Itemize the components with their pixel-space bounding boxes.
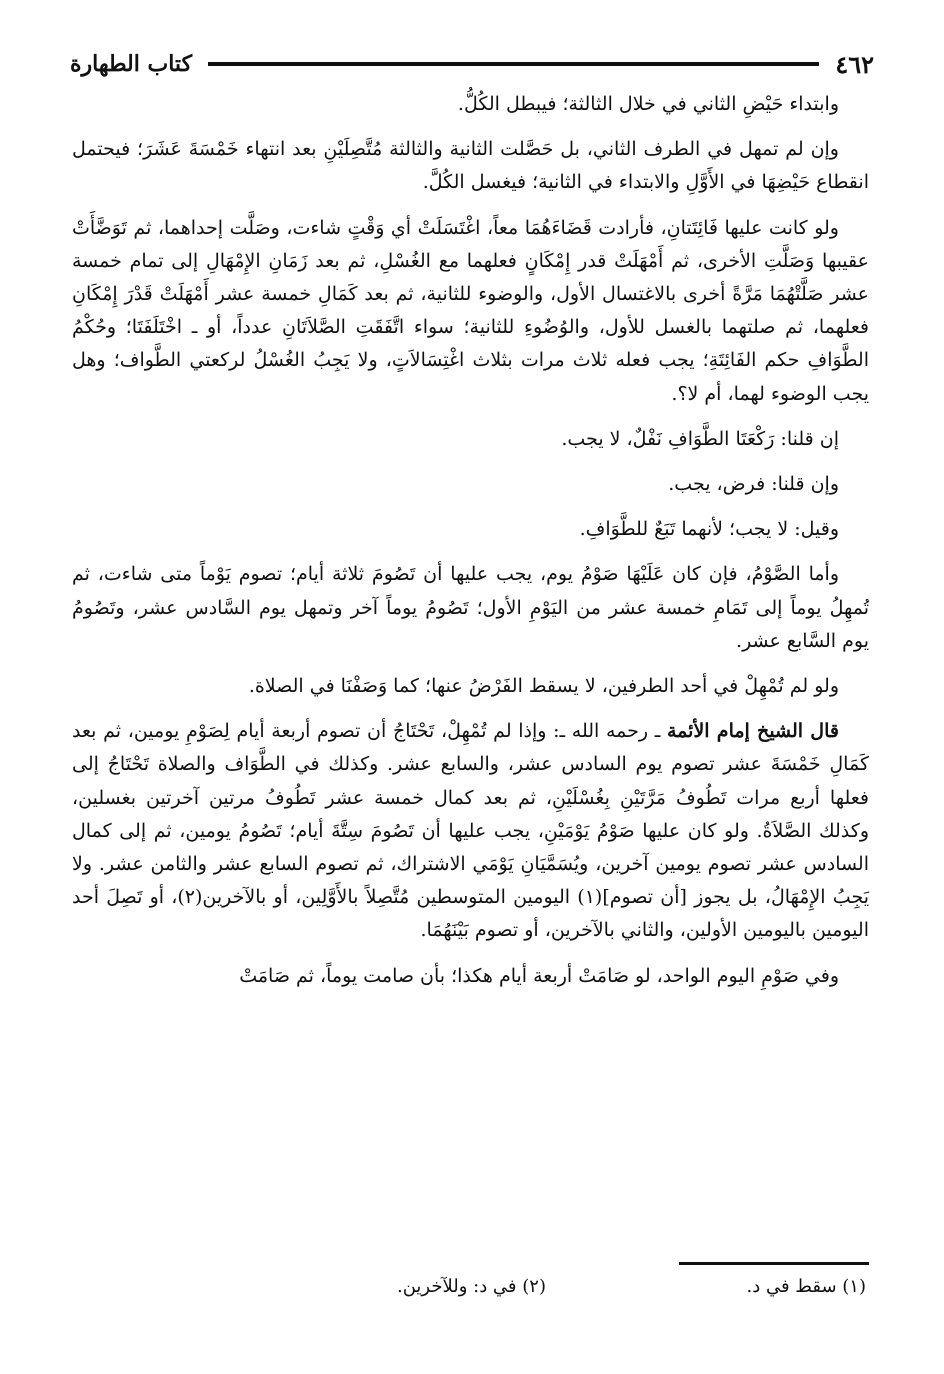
- paragraph: [72, 715, 869, 947]
- book-title: كتاب الطهارة: [70, 51, 193, 77]
- paragraph-text: وإن قلنا: فرض، يجب.: [668, 473, 839, 496]
- paragraph: [72, 423, 869, 456]
- main-text: [72, 88, 869, 1005]
- paragraph: [72, 960, 869, 993]
- paragraph-lead: قال الشيخ إمام الأئمة: [666, 720, 839, 743]
- paragraph: [72, 133, 869, 199]
- paragraph: [72, 88, 869, 121]
- page-header: [70, 44, 874, 84]
- footnote-separator: [679, 1262, 869, 1265]
- paragraph: [72, 468, 869, 501]
- paragraph-text: وقيل: لا يجب؛ لأنهما تَبَعٌ للطَّوَافِ.: [579, 518, 839, 541]
- paragraph-text: وفي صَوْمِ اليوم الواحد، لو صَامَتْ أربعة أيام هكذا؛ بأن صامت يوماً، ثم صَامَتْ: [239, 964, 839, 987]
- paragraph: [72, 670, 869, 703]
- footnote-2: (٢) في د: وللآخرين.: [397, 1276, 546, 1297]
- page-number: ٤٦٢: [835, 49, 874, 79]
- paragraph-text: وابتداء حَيْضِ الثاني في خلال الثالثة؛ فيبطل الكُلُّ.: [457, 93, 839, 115]
- paragraph: [72, 513, 869, 546]
- footnotes: [72, 1276, 866, 1310]
- header-rule: [208, 62, 819, 66]
- paragraph: [72, 558, 869, 658]
- paragraph-text: ولو لم تُمْهِلْ في أحد الطرفين، لا يسقط الفَرْضُ عنها؛ كما وَصَفْنَا في الصلاة.: [248, 675, 839, 698]
- footnote-1: (١) سقط في د.: [746, 1276, 866, 1297]
- paragraph-text: إن قلنا: رَكْعَتَا الطَّوَافِ نَفْلٌ، لا يجب.: [561, 427, 839, 450]
- paragraph-text: وأما الصَّوْمُ، فإن كان عَلَيْهَا صَوْمُ يوم، يجب عليها أن تَصُومَ ثلاثة أيام؛ تصوم يَوْماً متى شاءت، ثم تُمهِلُ يوماً إلى تَمَامِ خمسة عشر من اليَوْمِ الأول؛ تَصُومُ يوماً آخر وتمهل يوم السَّادس عشر، وتَصُومُ يوم السَّابع عشر.: [72, 563, 869, 652]
- paragraph: [72, 212, 869, 411]
- paragraph-text: ولو كانت عليها فَائِتَتانِ، فأرادت قَضَاءَهُمَا معاً، اغْتَسَلَتْ أي وَقْتٍ شاءت، وصَلَّت إحداهما، ثم تَوَضَّأَتْ عقيبها وَصَلَّتِ الأخرى، ثم أَمْهَلَتْ قدر إِمْكَانٍ فعلهما مع الغُسْلِ، ثم بعد زَمَانِ الإِمْهَالِ إلى تمام خمسة عشر صَلَّتْهُمَا مَرَّةً أخرى بالاغتسال الأول، والوضوء للثانية، ثم بعد كَمَالِ خمسة عشر أَمْهَلَتْ قَدْرَ إِمْكَانِ فعلهما، ثم صلتهما بالغسل للأول، والوُضُوءِ للثانية؛ سواء اتَّفَقَتِ الصَّلاَتَانِ عدداً، أو ـ اخْتَلَفَتَا؛ وحُكْمُ الطَّوَافِ حكم الفَائِتَةِ؛ يجب فعله ثلاث مرات بثلاث اغْتِسَالاَتٍ، ولا يَجِبُ الغُسْلُ لركعتي الطَّواف؛ وهل يجب الوضوء لهما، أم لا؟.: [72, 216, 869, 405]
- paragraph-text: وإن لم تمهل في الطرف الثاني، بل حَصَّلت الثانية والثالثة مُتَّصِلَيْنِ بعد انتهاء خَمْسَةَ عَشَرَ؛ فيحتمل انقطاع حَيْضِهَا في الأَوَّلِ والابتداء في الثانية؛ فيغسل الكُلَّ.: [72, 138, 869, 194]
- paragraph-text: ـ رحمه الله ـ: وإذا لم تُمْهِلْ، تَحْتَاجُ أن تصوم أربعة أيام لِصَوْمِ يومين، ثم بعد كَمَالِ خَمْسَةَ عشر تصوم يوم السادس عشر، والسابع عشر. وكذلك في الطَّوَاف والصلاة تَحْتَاجُ إلى فعلها أربع مرات تَطُوفُ مَرَّتَيْنِ بِغُسْلَيْنِ، ثم بعد كمال خمسة عشر تَطُوفُ مرتين آخرتين بغسلين، وكذلك الصَّلاَةُ. ولو كان عليها صَوْمُ يَوْمَيْنِ، يجب عليها أن تَصُومَ سِتَّةَ أيام؛ تَصُومُ يومين، ثم إلى كمال السادس عشر تصوم يومين آخرين، ويُسَمَّيَانِ يَوْمَي الاشتراك، ثم تصوم السابع عشر والثامن عشر. ولا يَجِبُ الإِمْهَالُ، بل يجوز [أن تصوم](١) اليومين المتوسطين مُتَّصِلاً بالأَوَّلِين، أو بالآخرين(٢)، أو تَصِلَ أحد اليومين باليومين الأولين، والثاني بالآخرين، أو تصوم بَيْنَهُمَا.: [72, 720, 870, 942]
